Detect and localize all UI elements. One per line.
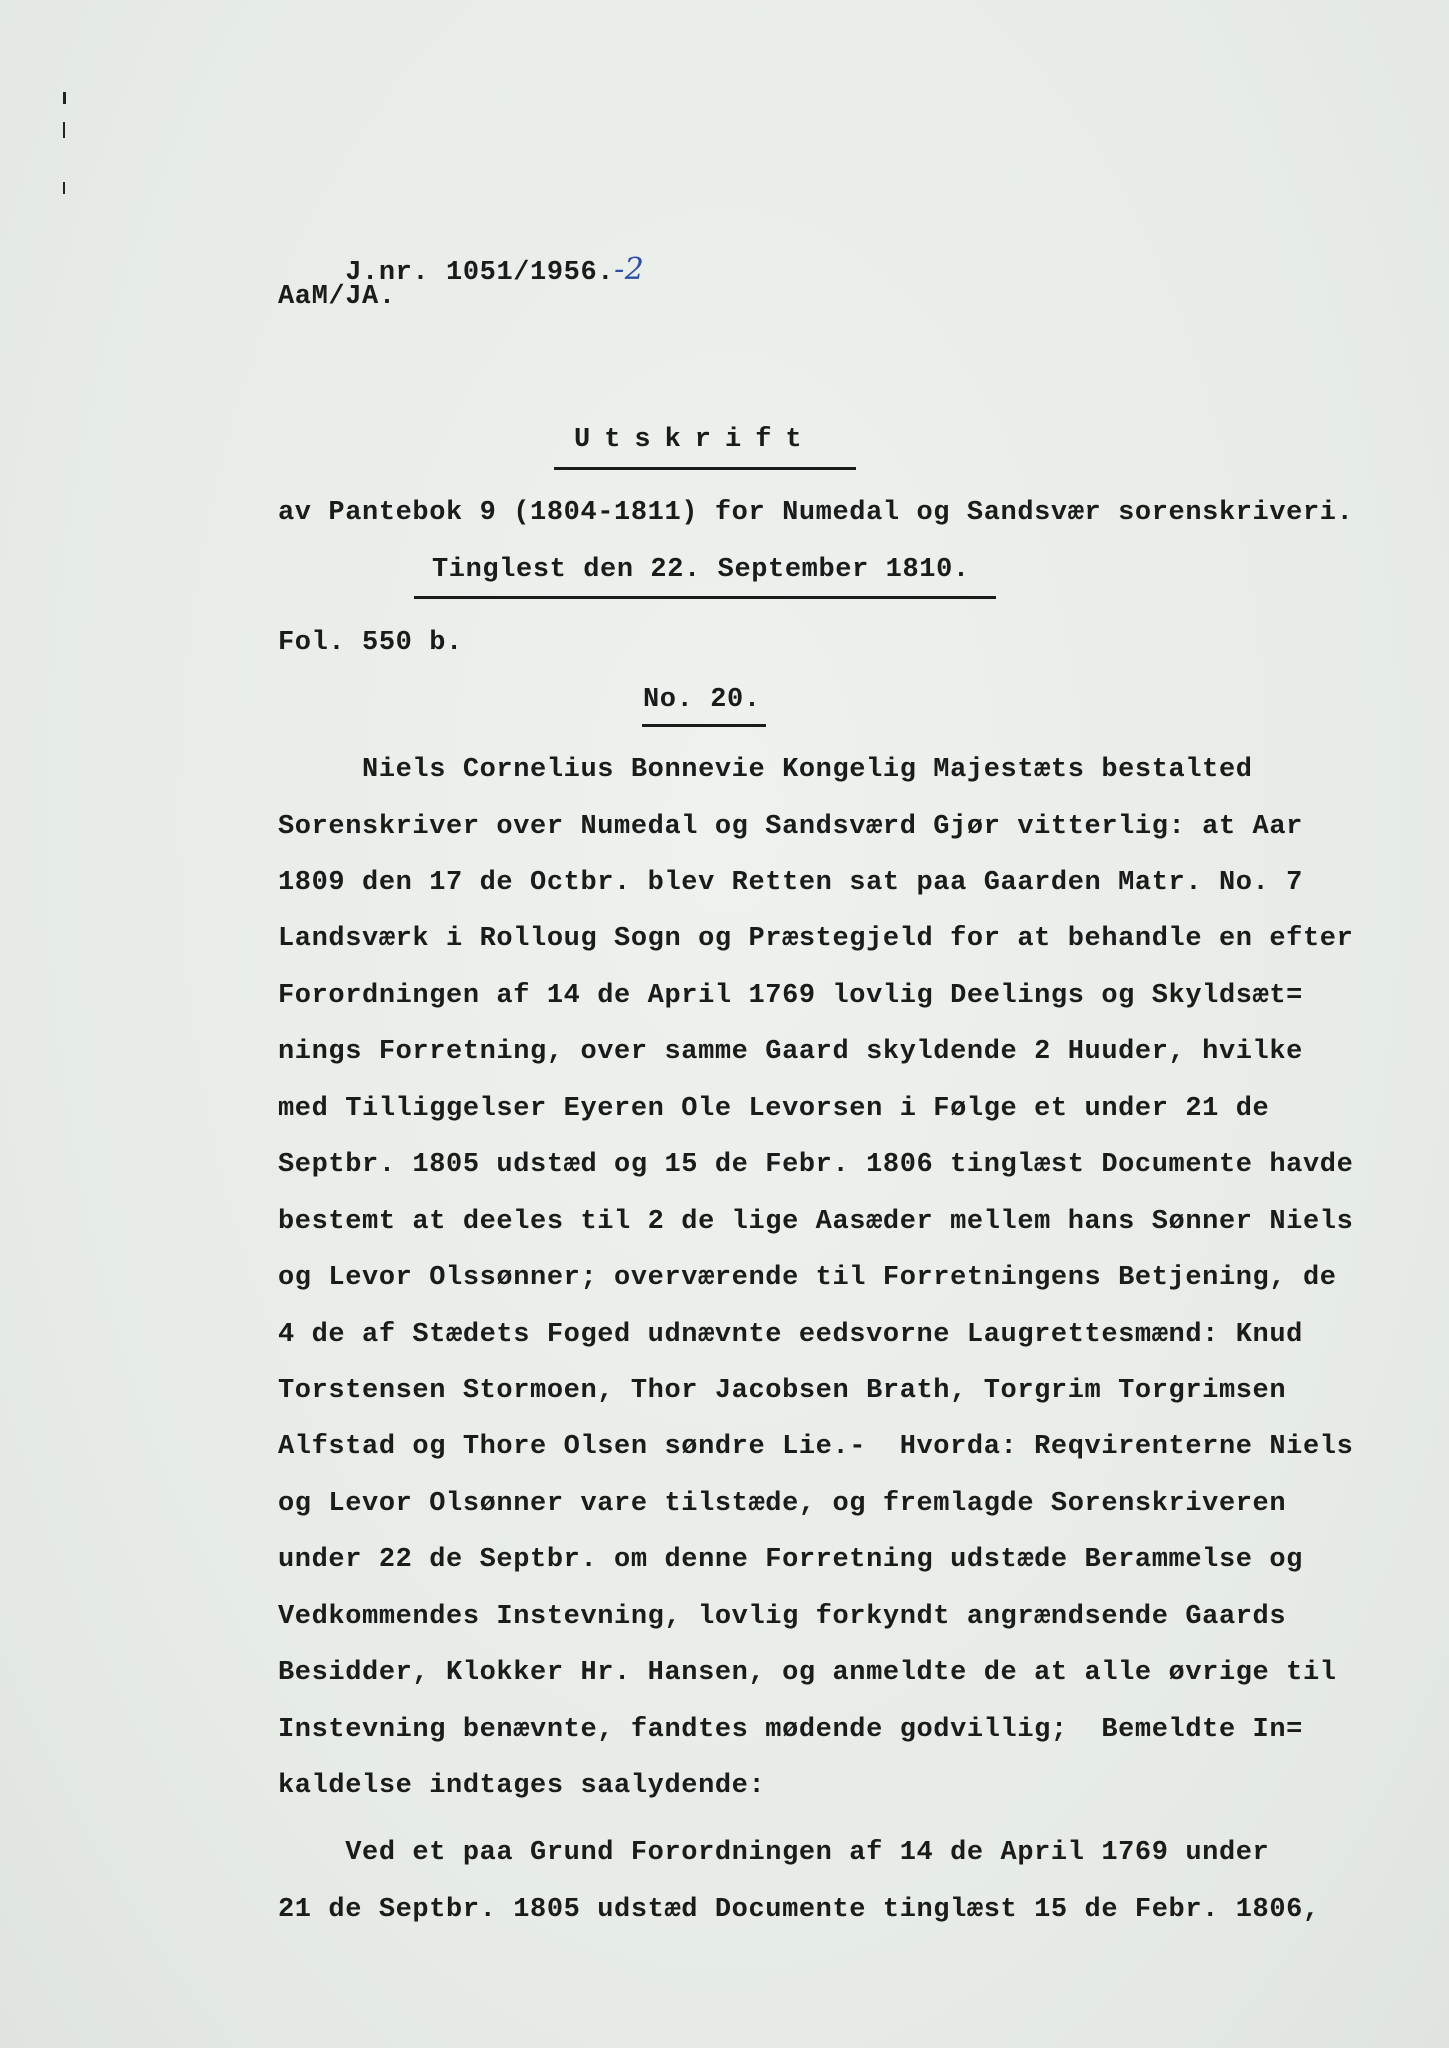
body-line: Sorenskriver over Numedal og Sandsværd Gjør vitterlig: at Aar [278,812,1303,842]
registration-underline [414,596,996,599]
body-line: og Levor Olsønner vare tilstæde, og fremlagde Sorenskriveren [278,1489,1287,1519]
registration-date: Tinglest den 22. September 1810. [432,555,970,585]
body-line: bestemt at deeles til 2 de lige Aasæder mellem hans Sønner Niels [278,1207,1354,1237]
document-title: Utskrift [574,425,816,455]
title-underline [554,467,856,470]
body-line: Vedkommendes Instevning, lovlig forkyndt angrændsende Gaards [278,1602,1287,1632]
margin-mark [63,122,65,138]
journal-number: J.nr. 1051/1956. [345,258,615,288]
body-line: 21 de Septbr. 1805 udstæd Documente tinglæst 15 de Febr. 1806, [278,1895,1320,1925]
body-line: kaldelse indtages saalydende: [278,1771,766,1801]
body-line: 4 de af Stædets Foged udnævnte eedsvorne Laugrettesmænd: Knud [278,1320,1303,1350]
body-line: Torstensen Stormoen, Thor Jacobsen Brath, Torgrim Torgrimsen [278,1376,1287,1406]
margin-mark [63,182,65,194]
body-line: Ved et paa Grund Forordningen af 14 de April 1769 under [278,1838,1270,1868]
initials: AaM/JA. [278,282,396,312]
document-subtitle: av Pantebok 9 (1804-1811) for Numedal og Sandsvær sorenskriveri. [278,498,1354,528]
body-line: med Tilliggelser Eyeren Ole Levorsen i Følge et under 21 de [278,1094,1270,1124]
body-line: Septbr. 1805 udstæd og 15 de Febr. 1806 tinglæst Documente havde [278,1150,1354,1180]
entry-number: No. 20. [643,685,761,715]
body-line: Besidder, Klokker Hr. Hansen, og anmeldte de at alle øvrige til [278,1658,1337,1688]
folio-reference: Fol. 550 b. [278,628,463,658]
body-line: nings Forretning, over samme Gaard skyldende 2 Huuder, hvilke [278,1037,1303,1067]
body-line: under 22 de Septbr. om denne Forretning udstæde Berammelse og [278,1545,1303,1575]
body-line: Niels Cornelius Bonnevie Kongelig Majestæts bestalted [278,755,1253,785]
body-line: Instevning benævnte, fandtes mødende godvillig; Bemeldte In= [278,1715,1303,1745]
margin-mark [63,92,66,104]
journal-suffix-handwritten: -2 [614,252,645,287]
body-line: 1809 den 17 de Octbr. blev Retten sat paa Gaarden Matr. No. 7 [278,868,1303,898]
body-line: Landsværk i Rolloug Sogn og Præstegjeld for at behandle en efter [278,924,1354,954]
body-line: Alfstad og Thore Olsen søndre Lie.- Hvorda: Reqvirenterne Niels [278,1432,1354,1462]
body-line: Forordningen af 14 de April 1769 lovlig Deelings og Skyldsæt= [278,981,1303,1011]
entry-number-underline [642,724,766,727]
body-line: og Levor Olssønner; overværende til Forretningens Betjening, de [278,1263,1337,1293]
